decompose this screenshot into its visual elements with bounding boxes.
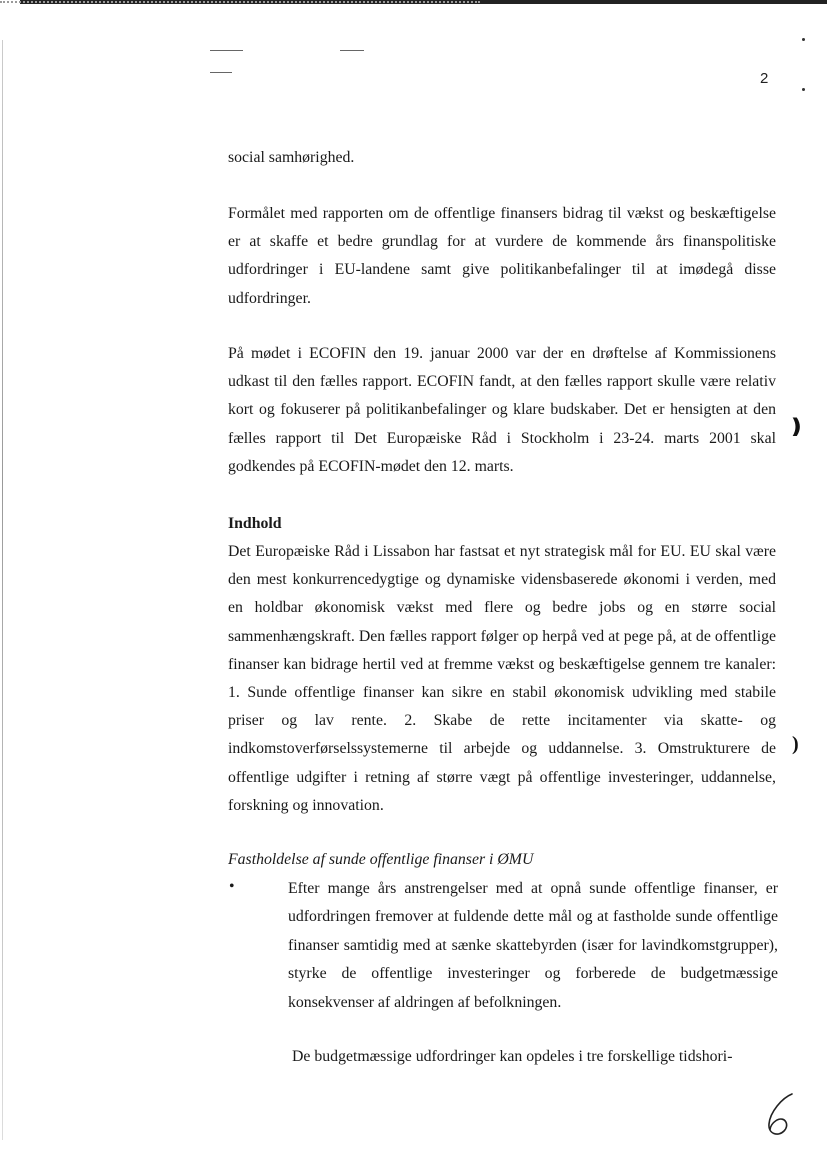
margin-mark: ❫ (788, 416, 805, 438)
left-scan-edge (2, 40, 3, 1140)
page-number: 2 (760, 70, 769, 87)
paragraph-last-line: De budgetmæssige udfordringer kan opdeles i tre forskellige tidshori- (292, 1048, 733, 1065)
paragraph-text: På mødet i ECOFIN den 19. januar 2000 var der en drøftelse af Kommissionens udkast til den fælles rapport. ECOFIN fandt, at den fælles rapport skulle være relativ kort og fokuserer på politikanbefalinger og klare budskaber. Det er hensigten at den fælles rapport til Det Europæiske Råd i Stockholm i 23-24. marts 2001 skal godkendes på ECOFIN-mødet den 12. marts. (228, 345, 776, 475)
paragraph-text: Formålet med rapporten om de offentlige finansers bidrag til vækst og beskæftigelse er at skaffe et bedre grundlag for at vurdere de kommende års finanspolitiske udfordringer i EU-landene samt give politikanbefalinger til at imødegå disse udfordringer. (228, 205, 776, 307)
bullet-item (288, 875, 778, 1017)
paragraph-text: social samhørighed. (228, 149, 355, 166)
paragraph-continuation (228, 144, 776, 172)
scan-speck (802, 38, 805, 41)
heading-indhold: Indhold (228, 515, 282, 532)
handwritten-page-number (760, 1090, 804, 1140)
scan-speck (802, 88, 805, 91)
top-dotted-line (0, 1, 480, 5)
paragraph-indhold (228, 538, 776, 820)
margin-mark: ) (792, 733, 799, 755)
scan-artifact-dash (210, 72, 232, 73)
bullet-symbol: • (229, 878, 235, 895)
scan-artifact-dash (210, 50, 243, 51)
bullet-text: Efter mange års anstrengelser med at opnå sunde offentlige finanser, er udfordringen fremover at fuldende dette mål og at fastholde sunde offentlige finanser samtidig med at sænke skattebyrden (især for lavindkomstgrupper), styrke de offentlige investeringer og forberede de budgetmæssige konsekvenser af aldringen af befolkningen. (288, 880, 778, 1011)
scan-artifact-dash (340, 50, 364, 51)
paragraph-purpose (228, 200, 776, 313)
paragraph-text: Det Europæiske Råd i Lissabon har fastsat et nyt strategisk mål for EU. EU skal være den mest konkurrencedygtige og dynamiske vidensbaserede økonomi i verden, med en holdbar økonomisk vækst med flere og bedre jobs og en større social sammenhængskraft. Den fælles rapport følger op herpå ved at pege på, at de offentlige finanser kan bidrage hertil ved at fremme vækst og beskæftigelse gennem tre kanaler: 1. Sunde offentlige finanser kan sikre en stabil økonomisk udvikling med stabile priser og lav rente. 2. Skabe de rette incitamenter via skatte- og indkomstoverførselssystemerne til arbejde og uddannelse. 3. Omstrukturere de offentlige udgifter i retning af større vægt på offentlige investeringer, uddannelse, forskning og innovation. (228, 543, 776, 814)
heading-section: Fastholdelse af sunde offentlige finanser i ØMU (228, 851, 534, 868)
paragraph-ecofin (228, 340, 776, 481)
